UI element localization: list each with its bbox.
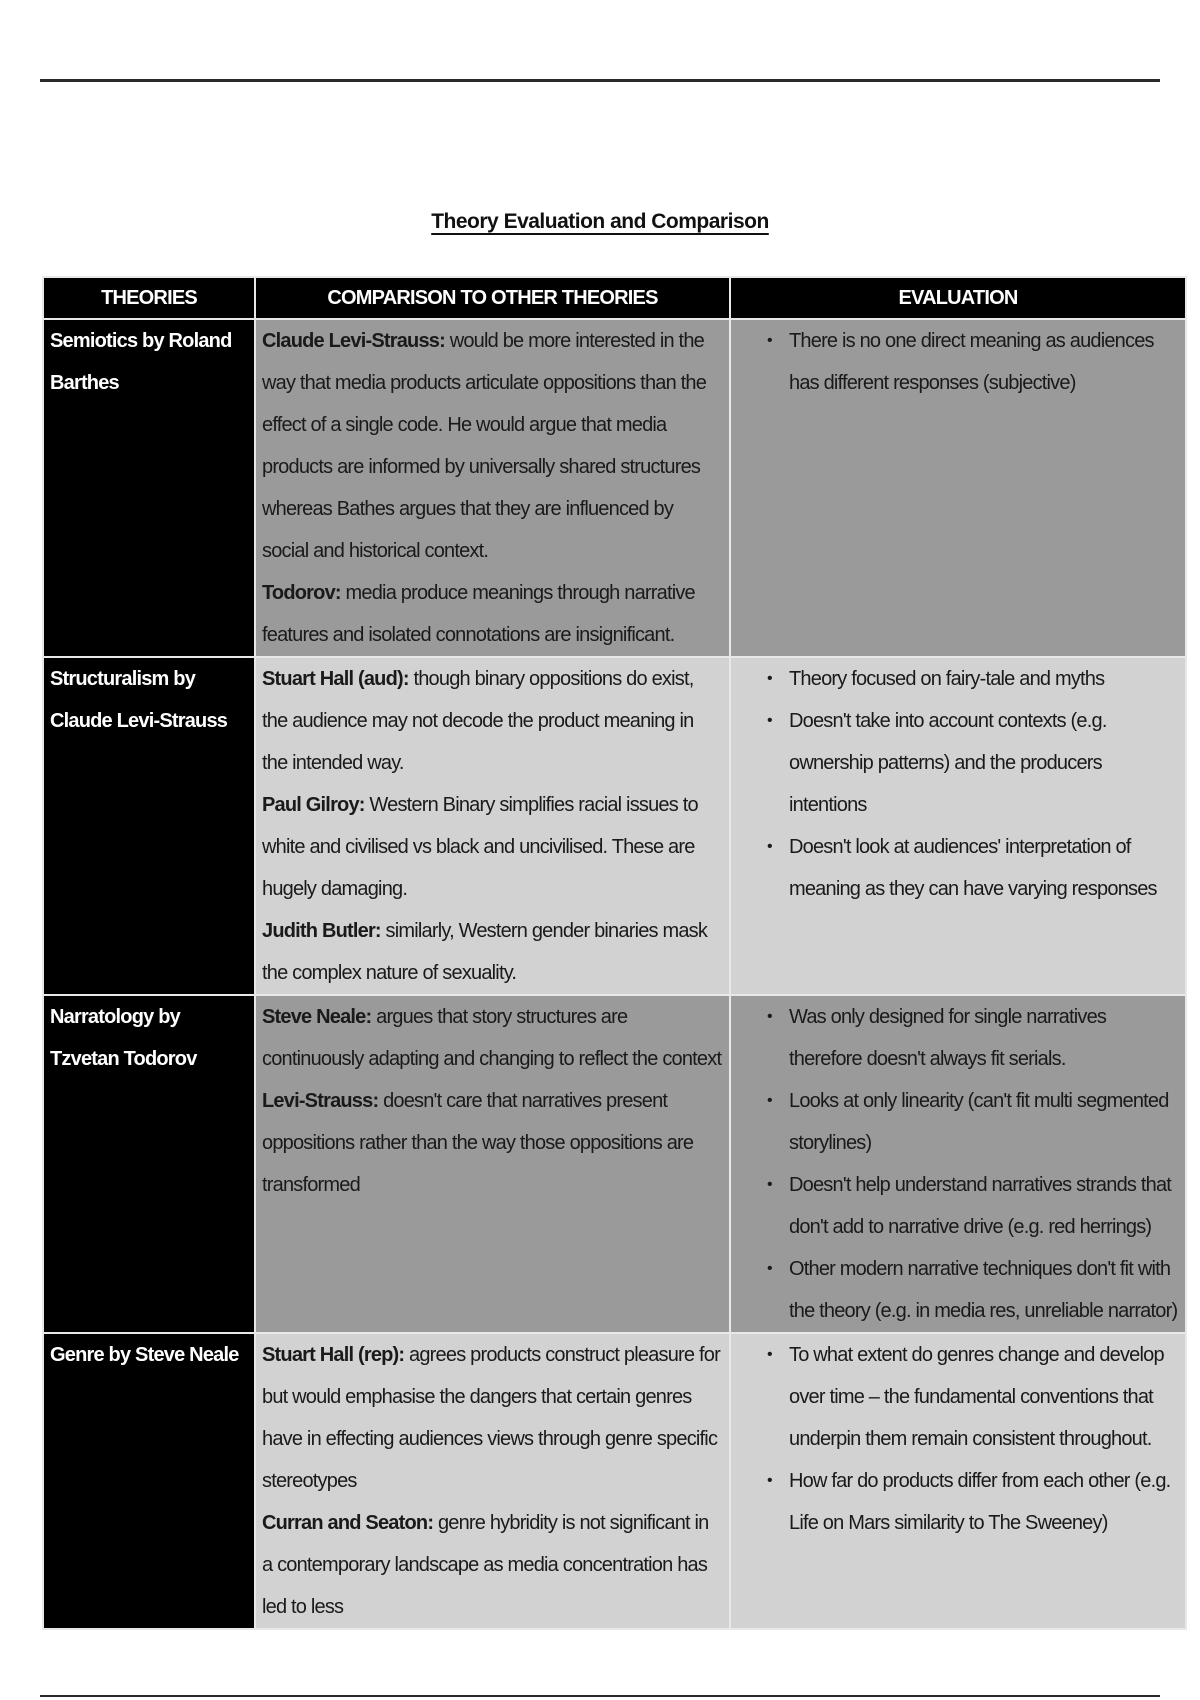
bottom-rule — [40, 1695, 1160, 1697]
evaluation-text: Theory focused on fairy-tale and myths — [789, 668, 1105, 690]
header-theories: THEORIES — [43, 277, 255, 319]
comparison-entry — [262, 1080, 723, 1206]
comparison-entry — [262, 572, 723, 656]
evaluation-cell — [730, 319, 1186, 657]
table-row — [43, 319, 1186, 657]
comparison-theorist: Levi-Strauss: — [262, 1090, 379, 1112]
header-comparison: COMPARISON TO OTHER THEORIES — [255, 277, 730, 319]
list-item — [767, 1334, 1179, 1460]
bullet-icon: • — [767, 670, 772, 687]
list-item — [767, 658, 1179, 700]
comparison-theorist: Judith Butler: — [262, 920, 381, 942]
bullet-icon: • — [767, 1176, 772, 1193]
bullet-icon: • — [767, 1008, 772, 1025]
comparison-entry — [262, 784, 723, 910]
list-item — [767, 1164, 1179, 1248]
evaluation-text: Other modern narrative techniques don't fit with the theory (e.g. in media res, unreliable narrator) — [789, 1258, 1178, 1322]
bullet-icon: • — [767, 712, 772, 729]
evaluation-cell — [730, 657, 1186, 995]
evaluation-text: Looks at only linearity (can't fit multi segmented storylines) — [789, 1090, 1169, 1154]
comparison-entry — [262, 1334, 723, 1502]
bullet-icon: • — [767, 1260, 772, 1277]
evaluation-list — [737, 658, 1179, 910]
comparison-entry — [262, 1502, 723, 1628]
comparison-theorist: Steve Neale: — [262, 1006, 372, 1028]
evaluation-cell — [730, 1333, 1186, 1629]
evaluation-list — [737, 1334, 1179, 1544]
table-header-row — [43, 277, 1186, 319]
evaluation-text: Doesn't help understand narratives strands that don't add to narrative drive (e.g. red herrings) — [789, 1174, 1172, 1238]
comparison-entry — [262, 658, 723, 784]
header-evaluation: EVALUATION — [730, 277, 1186, 319]
theory-name: Genre by Steve Neale — [43, 1333, 255, 1629]
evaluation-text: Was only designed for single narratives therefore doesn't always fit serials. — [789, 1006, 1107, 1070]
comparison-text: argues that story structures are continuously adapting and changing to reflect the context — [262, 1006, 722, 1070]
comparison-cell — [255, 319, 730, 657]
theory-table — [42, 276, 1187, 1630]
list-item — [767, 1080, 1179, 1164]
evaluation-list — [737, 320, 1179, 404]
evaluation-cell — [730, 995, 1186, 1333]
list-item — [767, 826, 1179, 910]
list-item — [767, 700, 1179, 826]
comparison-theorist: Todorov: — [262, 582, 341, 604]
table-row — [43, 995, 1186, 1333]
comparison-text: media produce meanings through narrative features and isolated connotations are insignificant. — [262, 582, 695, 646]
evaluation-text: There is no one direct meaning as audiences has different responses (subjective) — [789, 330, 1154, 394]
comparison-theorist: Claude Levi-Strauss: — [262, 330, 445, 352]
evaluation-text: To what extent do genres change and develop over time – the fundamental conventions that underpin them remain consistent throughout. — [789, 1344, 1164, 1450]
document-title-text: Theory Evaluation and Comparison — [431, 210, 769, 233]
comparison-theorist: Stuart Hall (aud): — [262, 668, 409, 690]
comparison-cell — [255, 1333, 730, 1629]
comparison-text: though binary oppositions do exist, the audience may not decode the product meaning in the intended way. — [262, 668, 694, 774]
evaluation-text: Doesn't look at audiences' interpretation of meaning as they can have varying responses — [789, 836, 1157, 900]
table-row — [43, 657, 1186, 995]
comparison-text: doesn't care that narratives present oppositions rather than the way those oppositions are transformed — [262, 1090, 694, 1196]
comparison-cell — [255, 995, 730, 1333]
top-rule — [40, 79, 1160, 82]
list-item — [767, 320, 1179, 404]
bullet-icon: • — [767, 1092, 772, 1109]
comparison-entry — [262, 996, 723, 1080]
list-item — [767, 1248, 1179, 1332]
bullet-icon: • — [767, 1346, 772, 1363]
document-title — [0, 210, 1200, 234]
table-row — [43, 1333, 1186, 1629]
theory-name: Narratology by Tzvetan Todorov — [43, 995, 255, 1333]
comparison-text: Western Binary simplifies racial issues to white and civilised vs black and uncivilised. These are hugely damaging. — [262, 794, 698, 900]
list-item — [767, 1460, 1179, 1544]
theory-name: Semiotics by Roland Barthes — [43, 319, 255, 657]
comparison-text: would be more interested in the way that media products articulate oppositions than the effect of a single code. He would argue that media products are informed by universally shared structures whereas Bathes argues that they are influenced by social and historical context. — [262, 330, 707, 562]
comparison-text: genre hybridity is not significant in a contemporary landscape as media concentration has led to less — [262, 1512, 709, 1618]
comparison-text: similarly, Western gender binaries mask the complex nature of sexuality. — [262, 920, 708, 984]
comparison-entry — [262, 910, 723, 994]
theory-name: Structuralism by Claude Levi-Strauss — [43, 657, 255, 995]
comparison-entry — [262, 320, 723, 572]
comparison-theorist: Curran and Seaton: — [262, 1512, 434, 1534]
evaluation-text: Doesn't take into account contexts (e.g. ownership patterns) and the producers intentions — [789, 710, 1107, 816]
comparison-text: agrees products construct pleasure for but would emphasise the dangers that certain genres have in effecting audiences views through genre specific stereotypes — [262, 1344, 720, 1492]
list-item — [767, 996, 1179, 1080]
evaluation-text: How far do products differ from each other (e.g. Life on Mars similarity to The Sweeney) — [789, 1470, 1171, 1534]
evaluation-list — [737, 996, 1179, 1332]
bullet-icon: • — [767, 838, 772, 855]
comparison-theorist: Stuart Hall (rep): — [262, 1344, 405, 1366]
comparison-theorist: Paul Gilroy: — [262, 794, 365, 816]
bullet-icon: • — [767, 1472, 772, 1489]
bullet-icon: • — [767, 332, 772, 349]
comparison-cell — [255, 657, 730, 995]
